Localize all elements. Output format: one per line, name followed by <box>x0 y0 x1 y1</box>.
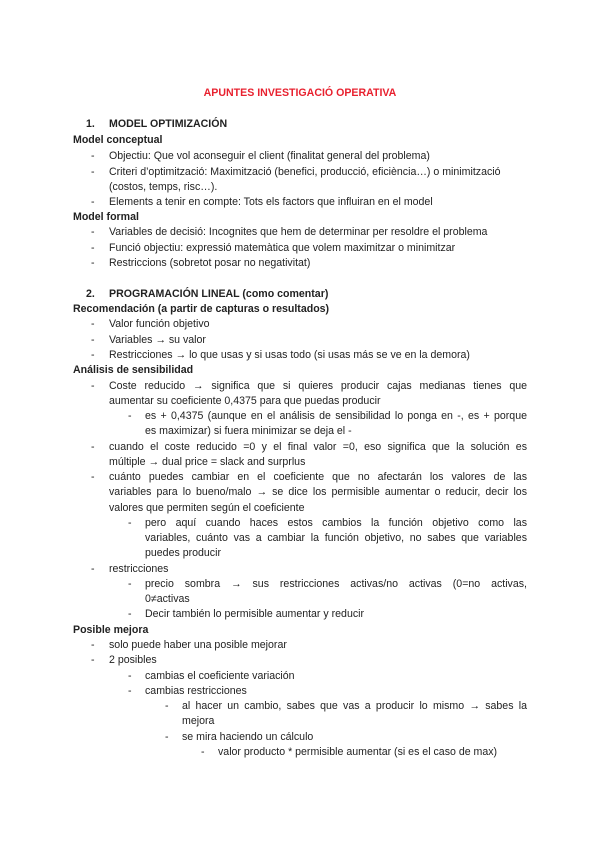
sub-list-item: pero aquí cuando haces estos cambios la función objetivo como las <box>145 517 527 529</box>
bullet-dash: - <box>91 318 95 330</box>
sub-list-item: cambias restricciones <box>145 685 247 697</box>
bullet-dash: - <box>91 380 95 392</box>
bullet-dash: - <box>91 654 95 666</box>
bullet-dash: - <box>128 410 132 422</box>
sub-list-item: precio sombra → sus restricciones activas/no activas (0=no activas, <box>145 578 527 590</box>
posible-mejora-heading: Posible mejora <box>73 624 149 636</box>
sub-list-item-continuation: 0≠activas <box>145 593 190 605</box>
model-conceptual-heading: Model conceptual <box>73 134 163 146</box>
bullet-dash: - <box>91 334 95 346</box>
sub-sub-list-item: al hacer un cambio, sabes que vas a producir lo mismo → sabes la <box>182 700 527 712</box>
bullet-dash: - <box>91 166 95 178</box>
sub-sub-list-item-continuation: mejora <box>182 715 215 727</box>
bullet-dash: - <box>91 639 95 651</box>
bullet-dash: - <box>128 578 132 590</box>
list-item: restricciones <box>109 563 169 575</box>
bullet-dash: - <box>91 349 95 361</box>
list-item: 2 posibles <box>109 654 157 666</box>
bullet-dash: - <box>91 441 95 453</box>
section-1-heading: MODEL OPTIMIZACIÓN <box>109 118 228 130</box>
model-formal-heading: Model formal <box>73 211 139 223</box>
bullet-dash: - <box>128 517 132 529</box>
bullet-dash: - <box>91 471 95 483</box>
list-item: Restricciones → lo que usas y si usas todo (si usas más se ve en la demora) <box>109 349 470 361</box>
bullet-dash: - <box>165 700 169 712</box>
bullet-dash: - <box>91 196 95 208</box>
list-item: Coste reducido → significa que si quieres producir cajas medianas tienes que <box>109 380 527 392</box>
section-2-heading: PROGRAMACIÓN LINEAL (como comentar) <box>109 288 329 300</box>
list-item: Restriccions (sobretot posar no negativitat) <box>109 257 311 269</box>
bullet-dash: - <box>91 563 95 575</box>
list-item: Variables → su valor <box>109 334 206 346</box>
list-item: Objectiu: Que vol aconseguir el client (finalitat general del problema) <box>109 150 430 162</box>
list-item-continuation: variables para lo bueno/malo → se dice los permisible aumentar o reducir, decir los <box>109 486 527 498</box>
bullet-dash: - <box>201 746 205 758</box>
bullet-dash: - <box>91 150 95 162</box>
section-1-number: 1. <box>86 118 95 130</box>
bullet-dash: - <box>165 731 169 743</box>
list-item: Elements a tenir en compte: Tots els factors que influiran en el model <box>109 196 433 208</box>
list-item: cuánto puedes cambiar en el coeficiente que no afectarán los valores de las <box>109 471 527 483</box>
bullet-dash: - <box>91 226 95 238</box>
list-item-continuation: (costos, temps, risc…). <box>109 181 218 193</box>
list-item: cuando el coste reducido =0 y el final valor =0, eso significa que la solución es <box>109 441 527 453</box>
list-item: Criteri d’optimització: Maximització (benefici, producció, eficiència…) o minimització <box>109 166 501 178</box>
list-item-continuation: valores que permiten según el coeficiente <box>109 502 305 514</box>
list-item: Valor función objetivo <box>109 318 210 330</box>
bullet-dash: - <box>91 242 95 254</box>
list-item: Variables de decisió: Incognites que hem de determinar per resoldre el problema <box>109 226 488 238</box>
sub-list-item-continuation: puedes producir <box>145 547 221 559</box>
list-item: solo puede haber una posible mejorar <box>109 639 287 651</box>
bullet-dash: - <box>128 670 132 682</box>
sub-sub-sub-list-item: valor producto * permisible aumentar (si es el caso de max) <box>218 746 498 758</box>
list-item-continuation: aumentar su coeficiente 0,4375 para que puedas producir <box>109 395 381 407</box>
recomendacion-heading: Recomendación (a partir de capturas o resultados) <box>73 303 330 315</box>
list-item-continuation: múltiple → dual price = slack and surprlus <box>109 456 306 468</box>
document-title: APUNTES INVESTIGACIÓ OPERATIVA <box>203 87 397 99</box>
sub-list-item-continuation: es maximizar) si fuera minimizar se deja el - <box>145 425 352 437</box>
bullet-dash: - <box>128 608 132 620</box>
section-2-number: 2. <box>86 288 95 300</box>
sub-list-item: Decir también lo permisible aumentar y reducir <box>145 608 365 620</box>
sub-sub-list-item: se mira haciendo un cálculo <box>182 731 314 743</box>
sub-list-item: cambias el coeficiente variación <box>145 670 295 682</box>
analisis-heading: Análisis de sensibilidad <box>73 364 194 376</box>
sub-list-item-continuation: variables, cuánto vas a cambiar la función objetivo, no sabes que variables <box>145 532 527 544</box>
bullet-dash: - <box>128 685 132 697</box>
bullet-dash: - <box>91 257 95 269</box>
sub-list-item: es + 0,4375 (aunque en el análisis de sensibilidad lo ponga en -, es + porque <box>145 410 527 422</box>
list-item: Funció objectiu: expressió matemàtica que volem maximitzar o minimitzar <box>109 242 456 254</box>
